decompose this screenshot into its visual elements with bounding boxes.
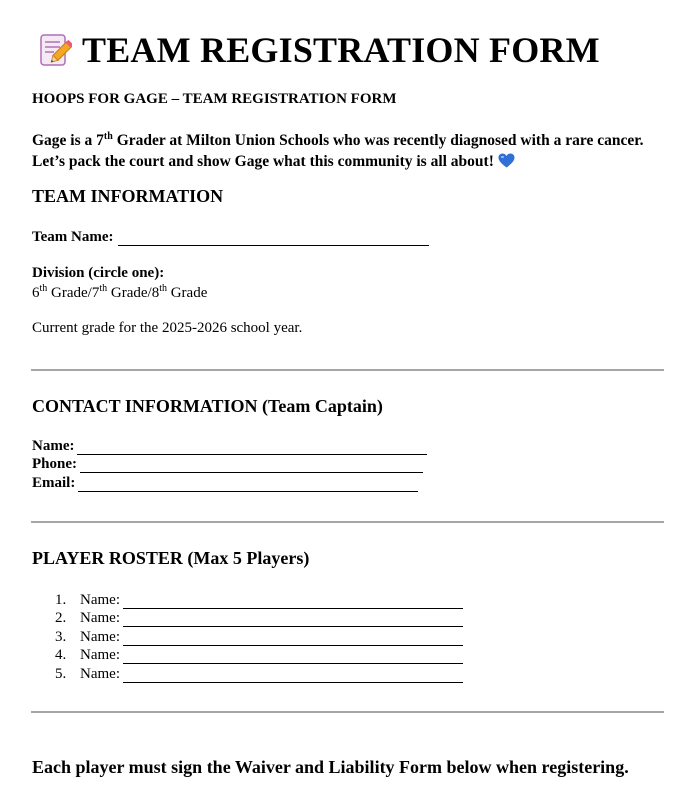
roster-number: 2.	[55, 610, 67, 626]
roster-number: 3.	[55, 628, 67, 645]
roster-name-input-line[interactable]	[123, 631, 463, 646]
player-roster-list	[55, 590, 463, 683]
section-divider-3	[31, 711, 664, 713]
team-name-field[interactable]	[32, 227, 429, 246]
division-options[interactable]	[32, 283, 207, 302]
roster-row-5[interactable]	[55, 664, 463, 683]
contact-email-label: Email:	[32, 474, 76, 491]
roster-name-input-line[interactable]	[123, 594, 463, 609]
memo-pencil-icon	[38, 32, 72, 68]
intro-paragraph	[32, 126, 672, 172]
contact-information-heading	[32, 396, 383, 417]
title-row	[38, 30, 600, 70]
page-title: TEAM REGISTRATION FORM	[82, 30, 600, 70]
section-divider-1	[31, 369, 664, 371]
roster-row-3[interactable]	[55, 627, 463, 646]
current-grade-note: Current grade for the 2025-2026 school year.	[32, 320, 303, 336]
roster-number: 1.	[55, 591, 67, 608]
division-option-6th[interactable]: 6th Grade/	[32, 283, 92, 301]
roster-name-label: Name:	[80, 665, 120, 682]
intro-text-start: Gage is a 7	[32, 132, 104, 150]
contact-heading-bold: CONTACT INFORMATION	[32, 396, 258, 416]
contact-name-field[interactable]	[32, 436, 427, 455]
section-divider-2	[31, 521, 664, 523]
roster-name-label: Name:	[80, 628, 120, 645]
roster-number: 5.	[55, 665, 67, 682]
roster-name-label: Name:	[80, 591, 120, 608]
team-name-input-line[interactable]	[118, 231, 429, 246]
roster-row-2[interactable]	[55, 609, 463, 628]
contact-phone-label: Phone:	[32, 456, 77, 472]
roster-name-label: Name:	[80, 610, 120, 626]
team-name-label: Team Name:	[32, 228, 114, 245]
roster-name-input-line[interactable]	[123, 649, 463, 664]
contact-email-input-line[interactable]	[78, 477, 418, 492]
division-label: Division (circle one):	[32, 265, 165, 281]
blue-heart-icon	[498, 153, 515, 168]
roster-name-label: Name:	[80, 647, 120, 663]
contact-phone-input-line[interactable]	[80, 458, 423, 473]
roster-heading-bold: PLAYER ROSTER	[32, 548, 183, 568]
division-option-8th[interactable]: 8th Grade	[151, 283, 208, 301]
roster-name-input-line[interactable]	[123, 612, 463, 627]
waiver-note: Each player must sign the Waiver and Liability Form below when registering.	[32, 757, 629, 777]
roster-number: 4.	[55, 647, 67, 663]
roster-name-input-line[interactable]	[123, 668, 463, 683]
intro-superscript: th	[103, 131, 113, 142]
roster-heading-rest: (Max 5 Players)	[182, 548, 310, 568]
player-roster-heading	[32, 548, 309, 569]
roster-row-1[interactable]	[55, 590, 463, 609]
roster-row-4[interactable]	[55, 646, 463, 665]
contact-email-field[interactable]	[32, 473, 427, 492]
contact-name-label: Name:	[32, 437, 75, 454]
team-information-heading: TEAM INFORMATION	[32, 186, 224, 206]
division-option-7th[interactable]: 7th Grade/	[91, 283, 152, 301]
contact-name-input-line[interactable]	[77, 440, 427, 455]
form-subtitle: HOOPS FOR GAGE – TEAM REGISTRATION FORM	[32, 91, 397, 107]
contact-phone-field[interactable]	[32, 455, 427, 474]
contact-fields	[32, 436, 427, 492]
contact-heading-rest: (Team Captain)	[257, 396, 383, 416]
intro-text-rest: Grader at Milton Union Schools who was recently diagnosed with a rare cancer. Let’s pack the court and show Gage what this community is all about!	[32, 132, 644, 171]
